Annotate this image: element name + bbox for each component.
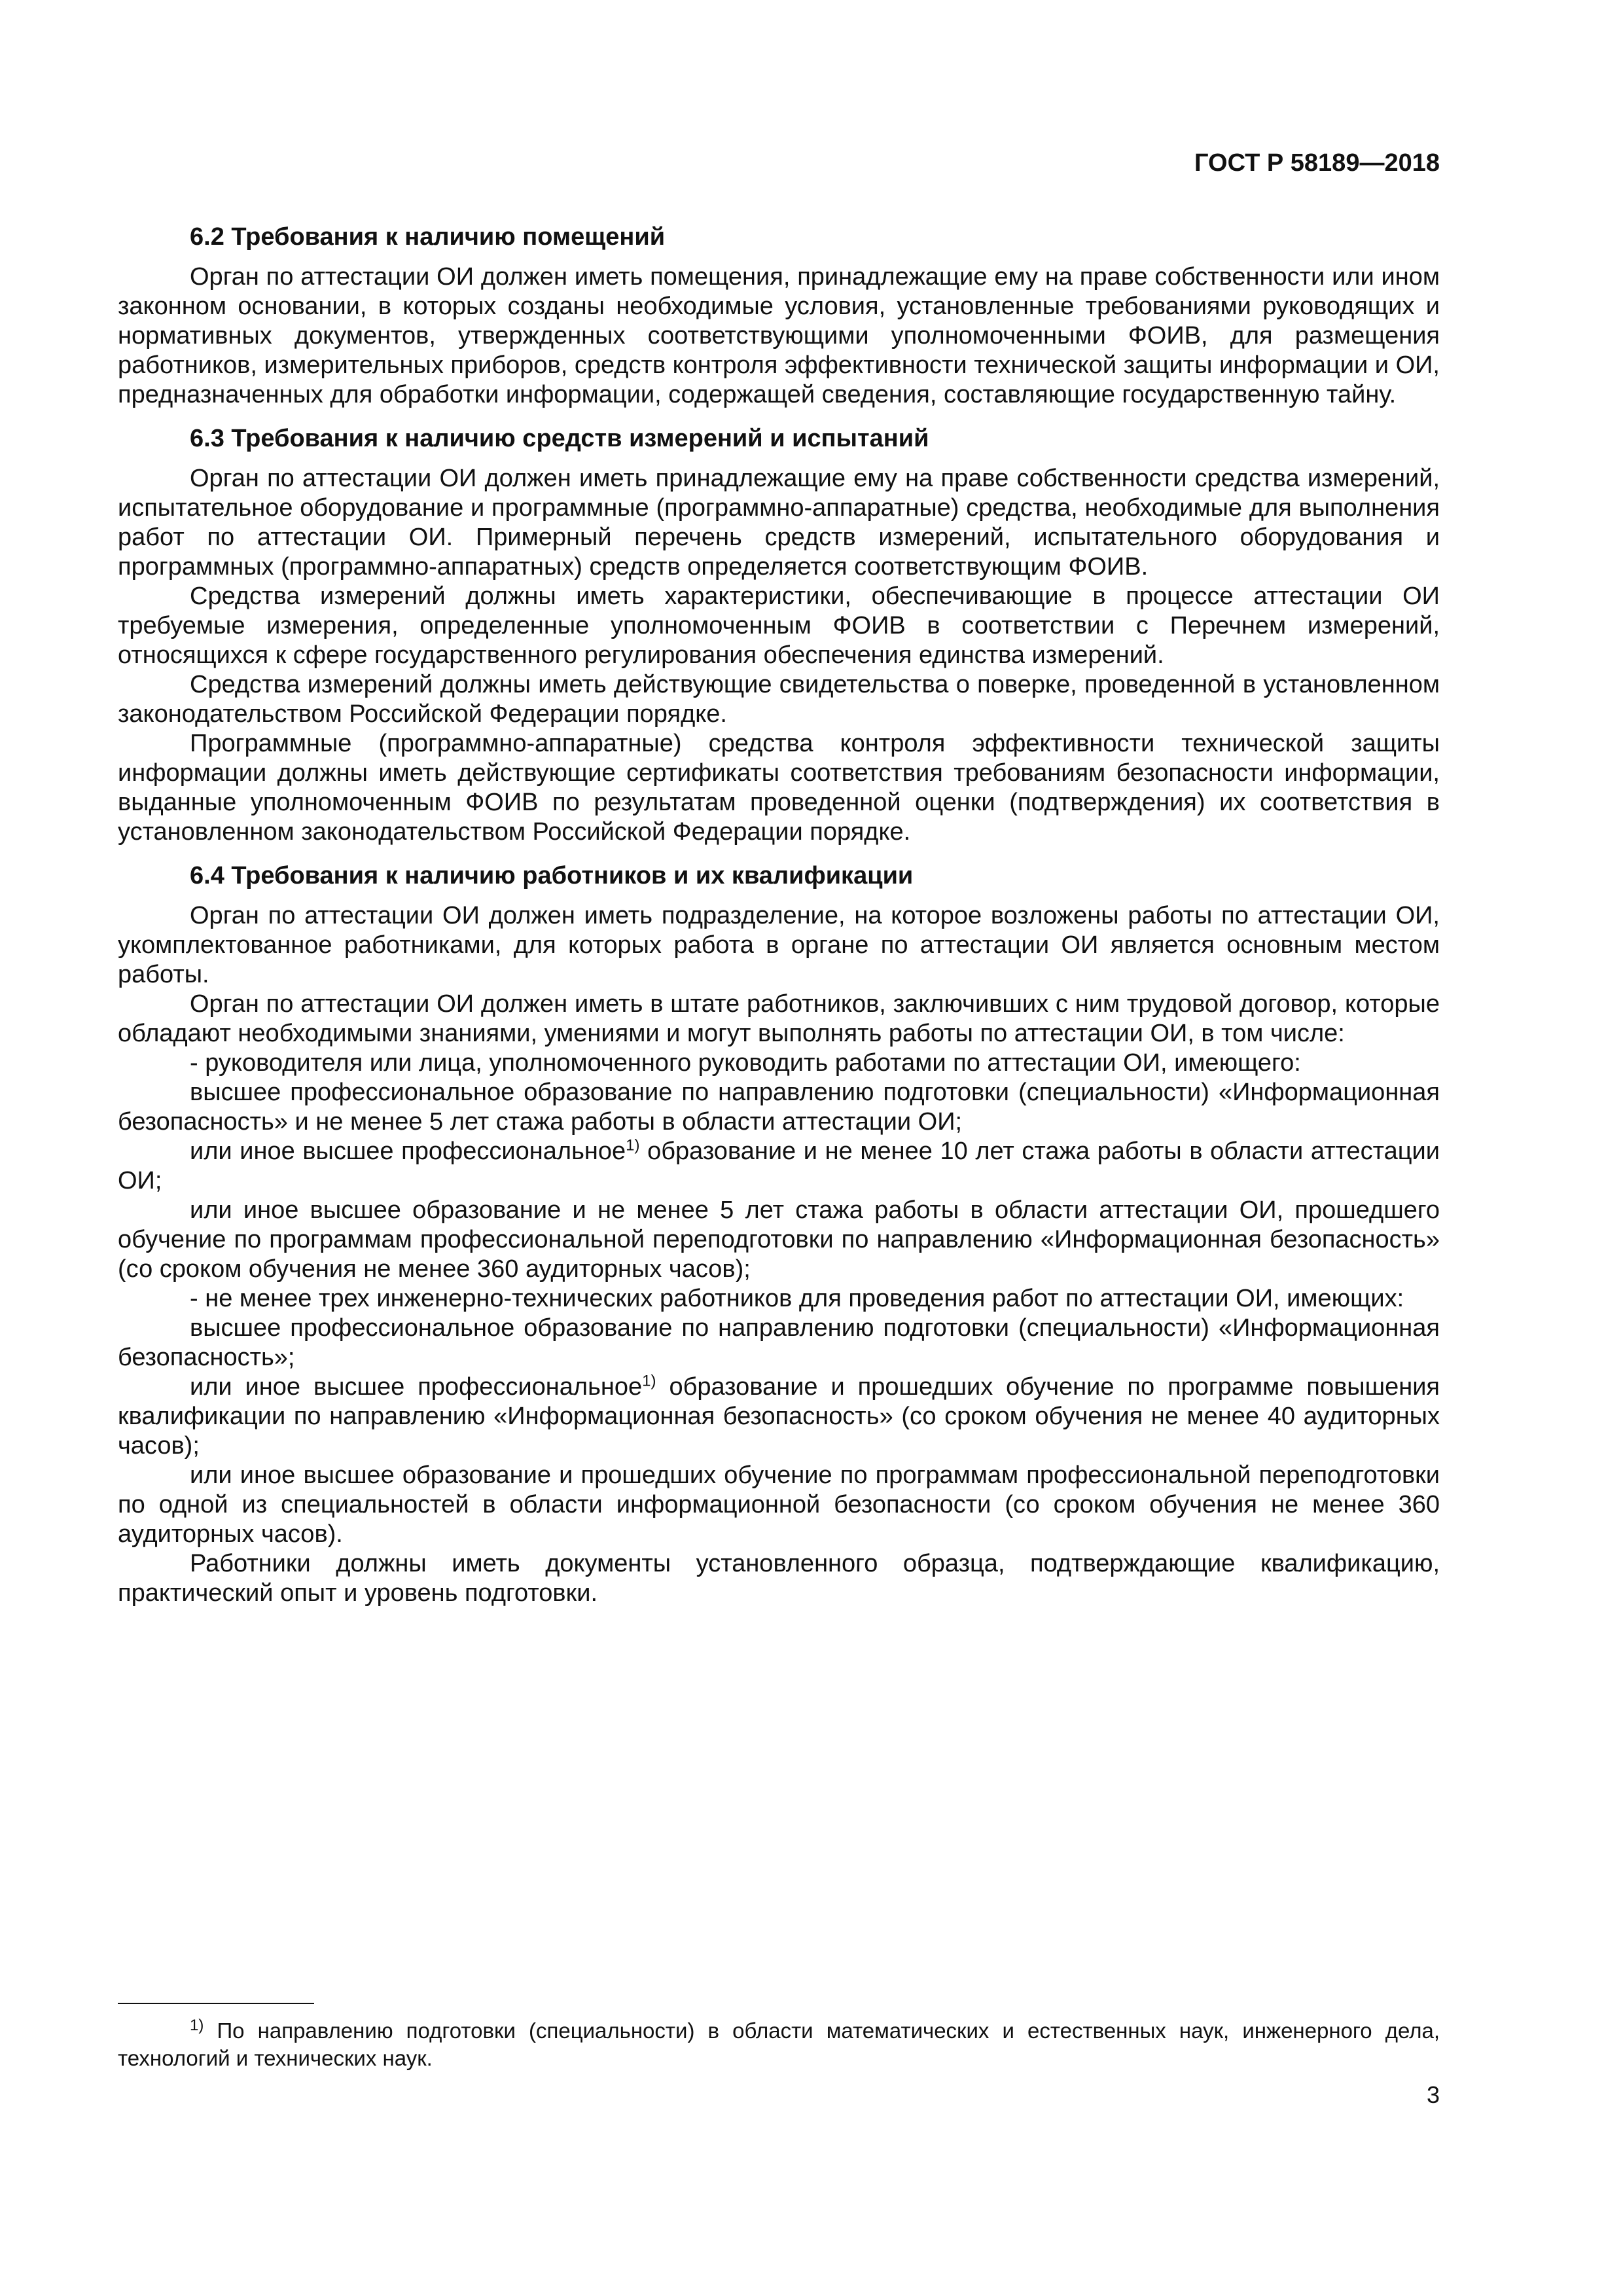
document-body <box>118 223 1440 1608</box>
paragraph: Программные (программно-аппаратные) средства контроля эффективности технической защиты информации должны иметь действующие сертификаты соответствия требованиям безопасности информации, выданные уполномоченным ФОИВ по результатам проведенной оценки (подтверждения) их соответствия в установленном законодательством Российской Федерации порядке. <box>118 730 1440 846</box>
section-heading-6-4: 6.4 Требования к наличию работников и их квалификации <box>190 862 914 889</box>
footnote-separator <box>118 2003 314 2004</box>
paragraph: высшее профессиональное образование по направлению подготовки (специальности) «Информационная безопасность» и не менее 5 лет стажа работы в области аттестации ОИ; <box>118 1079 1440 1136</box>
footnote-marker: 1) <box>190 2017 204 2034</box>
paragraph: или иное высшее образование и не менее 5 лет стажа работы в области аттестации ОИ, прошедшего обучение по программам профессиональной переподготовки по направлению «Информационная безопасность» (со сроком обучения не менее 360 аудиторных часов); <box>118 1196 1440 1283</box>
paragraph: Средства измерений должны иметь характеристики, обеспечивающие в процессе аттестации ОИ требуемые измерения, определенные уполномоченным ФОИВ в соответствии с Перечнем измерений, относящихся к сфере государственного регулирования обеспечения единства измерений. <box>118 583 1440 669</box>
section-heading-6-3: 6.3 Требования к наличию средств измерений и испытаний <box>190 425 929 452</box>
list-item: - руководителя или лица, уполномоченного руководить работами по аттестации ОИ, имеющего: <box>190 1049 1301 1077</box>
paragraph: Орган по аттестации ОИ должен иметь в штате работников, заключивших с ним трудовой договор, которые обладают необходимыми знаниями, умениями и могут выполнять работы по аттестации ОИ, в том числе: <box>118 990 1440 1047</box>
paragraph <box>118 1372 1440 1461</box>
footnote-reference: 1) <box>626 1136 640 1155</box>
paragraph: Орган по аттестации ОИ должен иметь принадлежащие ему на праве собственности средства измерений, испытательное оборудование и программные (программно-аппаратные) средства, необходимые для выполнения работ по аттестации ОИ. Примерный перечень средств измерений, испытательного оборудования и программных (программно-аппаратных) средств определяется соответствующим ФОИВ. <box>118 465 1440 581</box>
paragraph: высшее профессиональное образование по направлению подготовки (специальности) «Информационная безопасность»; <box>118 1314 1440 1371</box>
footnote-text <box>118 2017 1440 2072</box>
text-run: или иное высшее профессиональное <box>190 1373 643 1401</box>
paragraph: Средства измерений должны иметь действующие свидетельства о поверке, проведенной в установленном законодательством Российской Федерации порядке. <box>118 671 1440 728</box>
footnote-body: По направлению подготовки (специальности) в области математических и естественных наук, инженерного дела, технологий и технических наук. <box>118 2018 1440 2070</box>
list-item: - не менее трех инженерно-технических работников для проведения работ по аттестации ОИ, имеющих: <box>190 1285 1404 1312</box>
paragraph <box>118 1137 1440 1196</box>
section-heading-6-2: 6.2 Требования к наличию помещений <box>190 223 666 251</box>
paragraph: Орган по аттестации ОИ должен иметь помещения, принадлежащие ему на праве собственности или ином законном основании, в которых созданы необходимые условия, установленные требованиями руководящих и нормативных документов, утвержденных соответствующими уполномоченными ФОИВ, для размещения работников, измерительных приборов, средств контроля эффективности технической защиты информации и ОИ, предназначенных для обработки информации, содержащей сведения, составляющие государственную тайну. <box>118 263 1440 408</box>
page-number: 3 <box>1426 2081 1440 2108</box>
footnote <box>118 2017 1440 2072</box>
paragraph: Работники должны иметь документы установленного образца, подтверждающие квалификацию, практический опыт и уровень подготовки. <box>118 1550 1440 1607</box>
paragraph: Орган по аттестации ОИ должен иметь подразделение, на которое возложены работы по аттестации ОИ, укомплектованное работниками, для которых работа в органе по аттестации ОИ является основным местом работы. <box>118 902 1440 988</box>
paragraph: или иное высшее образование и прошедших обучение по программам профессиональной переподготовки по одной из специальностей в области информационной безопасности (со сроком обучения не менее 360 аудиторных часов). <box>118 1462 1440 1548</box>
text-run: образование и прошедших обучение по программе повышения квалификации по направлению «Информационная безопасность» (со сроком обучения не менее 40 аудиторных часов); <box>118 1373 1440 1460</box>
text-run: образование и не менее 10 лет стажа работы в области аттестации ОИ; <box>118 1138 1440 1194</box>
text-run: или иное высшее профессиональное <box>190 1138 626 1165</box>
footnote-reference: 1) <box>642 1372 656 1390</box>
document-code: ГОСТ Р 58189—2018 <box>1194 149 1440 177</box>
